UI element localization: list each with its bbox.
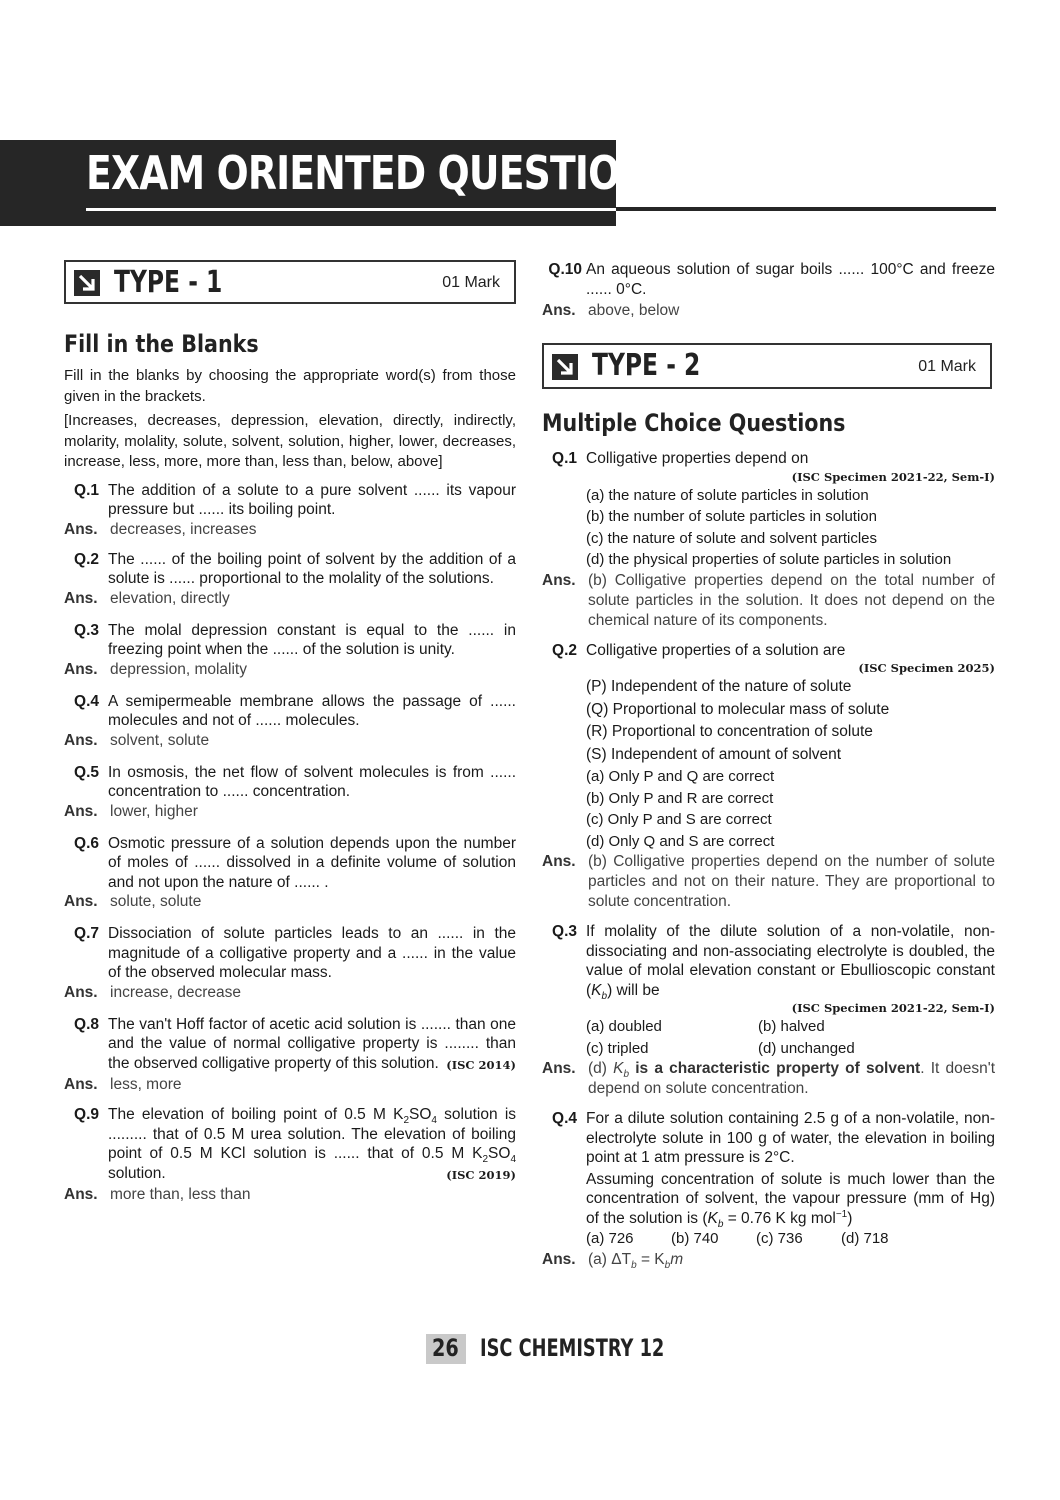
question-continuation: Assuming concentration of solute is much lower than the concentration of solvent, the vapour pressure (mm of Hg) of the solution is ($K_b = 0.76$ K kg mol$^{-1}$) xyxy=(586,1170,995,1230)
left-column xyxy=(64,260,516,1205)
option: (b) Only P and R are correct xyxy=(586,789,774,807)
statement: (R) Proportional to concentration of solute xyxy=(586,723,873,740)
answer: Ans. (b) Colligative properties depend on the total number of solute particles in the solution. It does not depend on the chemical nature of its components. xyxy=(542,571,995,629)
question: Q.5 In osmosis, the net flow of solvent molecules is from ...... concentration to ...... concentration. xyxy=(74,763,516,800)
source-tag: (ISC 2019) xyxy=(446,1167,516,1182)
question: Q.2 Colligative properties of a solution are xyxy=(552,641,846,659)
instructions: Fill in the blanks by choosing the appropriate word(s) from those given in the brackets. xyxy=(64,367,516,405)
type-1-box xyxy=(64,260,516,304)
arrow-down-right-icon xyxy=(552,354,578,380)
answer: Ans. (d) $K_b$ is a characteristic property of solvent. It doesn't depend on solute concentration. xyxy=(542,1060,996,1097)
type-2-marks: 01 Mark xyxy=(918,358,976,375)
source-tag: (ISC Specimen 2025) xyxy=(858,661,995,675)
statement: (Q) Proportional to molecular mass of solute xyxy=(586,700,890,718)
section-heading-fill-blanks: Fill in the Blanks xyxy=(64,330,259,358)
answer: Ans. depression, molality xyxy=(64,660,247,678)
option: (c) the nature of solute and solvent particles xyxy=(586,529,877,547)
answer: Ans. (b) Colligative properties depend on the number of solute particles and not on their nature. They are proportional to solute concentration. xyxy=(542,853,995,910)
book-title: ISC CHEMISTRY 12 xyxy=(480,1334,665,1362)
option-row: (c) tripled (d) unchanged xyxy=(586,1039,855,1057)
statement: (P) Independent of the nature of solute xyxy=(586,678,852,695)
answer: Ans. solute, solute xyxy=(64,893,202,910)
type-1-marks: 01 Mark xyxy=(442,274,500,291)
question: Q.1 The addition of a solute to a pure solvent ...... its vapour pressure but ...... its boiling point. xyxy=(74,481,516,518)
option: (d) Only Q and S are correct xyxy=(586,832,775,850)
question: Q.9 The elevation of boiling point of 0.5 M $K_2SO_4$ solution is ......... that of 0.5 M urea solution. The elevation of boiling point of 0.5 M KCl solution is ...... that of 0.5 M $K_2SO_4$ solution. (ISC 2019) xyxy=(64,1105,516,1185)
type-1-label: TYPE - 1 xyxy=(114,265,223,300)
option: (d) the physical properties of solute particles in solution xyxy=(586,551,952,568)
section-heading-mcq: Multiple Choice Questions xyxy=(542,409,846,437)
answer: Ans. above, below xyxy=(542,302,680,319)
source-tag: (ISC 2014) xyxy=(446,1057,516,1072)
question: Q.3 If molality of the dilute solution of a non-volatile, non-dissociating and non-associating electrolyte is doubled, the value of molal elevation constant or Ebullioscopic constant $(K_b)$ will be xyxy=(552,923,995,1002)
statement: (S) Independent of amount of solvent xyxy=(586,745,842,763)
question: Q.8 The van't Hoff factor of acetic acid solution is ....... than one and the value of normal colligative property is ........ than the observed colligative property of this solution. (ISC 2014) xyxy=(64,1015,516,1076)
word-bank: [Increases, decreases, depression, elevation, directly, indirectly, molarity, molality, solute, solvent, solution, higher, lower, decreases, increase, less, more, more than, less than, below, above] xyxy=(64,412,516,470)
option: (c) Only P and S are correct xyxy=(586,811,772,828)
answer: Ans. more than, less than xyxy=(64,1186,251,1203)
question: Q.2 The ...... of the boiling point of solvent by the addition of a solute is ...... proportional to the molality of the solutions. xyxy=(74,550,516,587)
answer: Ans. (a) $\Delta T_b = K_bm$ xyxy=(542,1250,684,1271)
source-tag: (ISC Specimen 2021-22, Sem-I) xyxy=(791,469,995,484)
option-row: (a) doubled (b) halved xyxy=(586,1018,825,1035)
answer: Ans. increase, decrease xyxy=(64,983,241,1001)
question: Q.1 Colligative properties depend on xyxy=(552,450,809,467)
answer: Ans. elevation, directly xyxy=(64,589,230,607)
question: Q.6 Osmotic pressure of a solution depends upon the number of moles of ...... dissolved in a definite volume of solution and not upon the nature of ...... . xyxy=(74,834,516,891)
page-number: 26 xyxy=(432,1334,459,1362)
option: (b) the number of solute particles in solution xyxy=(586,508,877,525)
question: Q.7 Dissociation of solute particles leads to an ...... in the magnitude of a colligative property and a ...... in the value of the observed molecular mass. xyxy=(74,925,516,981)
option: (a) the nature of solute particles in solution xyxy=(586,486,869,504)
option: (a) Only P and Q are correct xyxy=(586,768,775,785)
answer: Ans. decreases, increases xyxy=(64,520,257,538)
option-row: (a) 726 (b) 740 (c) 736 (d) 718 xyxy=(586,1230,889,1247)
answer: Ans. less, more xyxy=(64,1076,182,1093)
source-tag: (ISC Specimen 2021-22, Sem-I) xyxy=(791,1001,995,1015)
arrow-down-right-icon xyxy=(74,270,100,296)
type-2-label: TYPE - 2 xyxy=(592,348,701,383)
answer: Ans. solvent, solute xyxy=(64,731,210,749)
question: Q.4 For a dilute solution containing 2.5 g of a non-volatile, non-electrolyte solute in 100 g of water, the elevation in boiling point at 1 atm pressure is 2°C. xyxy=(552,1110,995,1166)
question: Q.3 The molal depression constant is equal to the ...... in freezing point when the ...... of the solution is unity. xyxy=(74,621,516,658)
question: Q.4 A semipermeable membrane allows the passage of ...... molecules and not of ...... molecules. xyxy=(74,692,516,729)
page-title: EXAM ORIENTED QUESTIONS xyxy=(86,146,677,200)
right-column xyxy=(542,260,995,1270)
answer: Ans. lower, higher xyxy=(64,802,198,820)
banner-underline xyxy=(86,208,616,211)
header-rule xyxy=(616,207,996,211)
question: Q.10 An aqueous solution of sugar boils ...... 100°C and freeze ...... 0°C. xyxy=(548,261,995,298)
type-2-box xyxy=(542,343,992,389)
